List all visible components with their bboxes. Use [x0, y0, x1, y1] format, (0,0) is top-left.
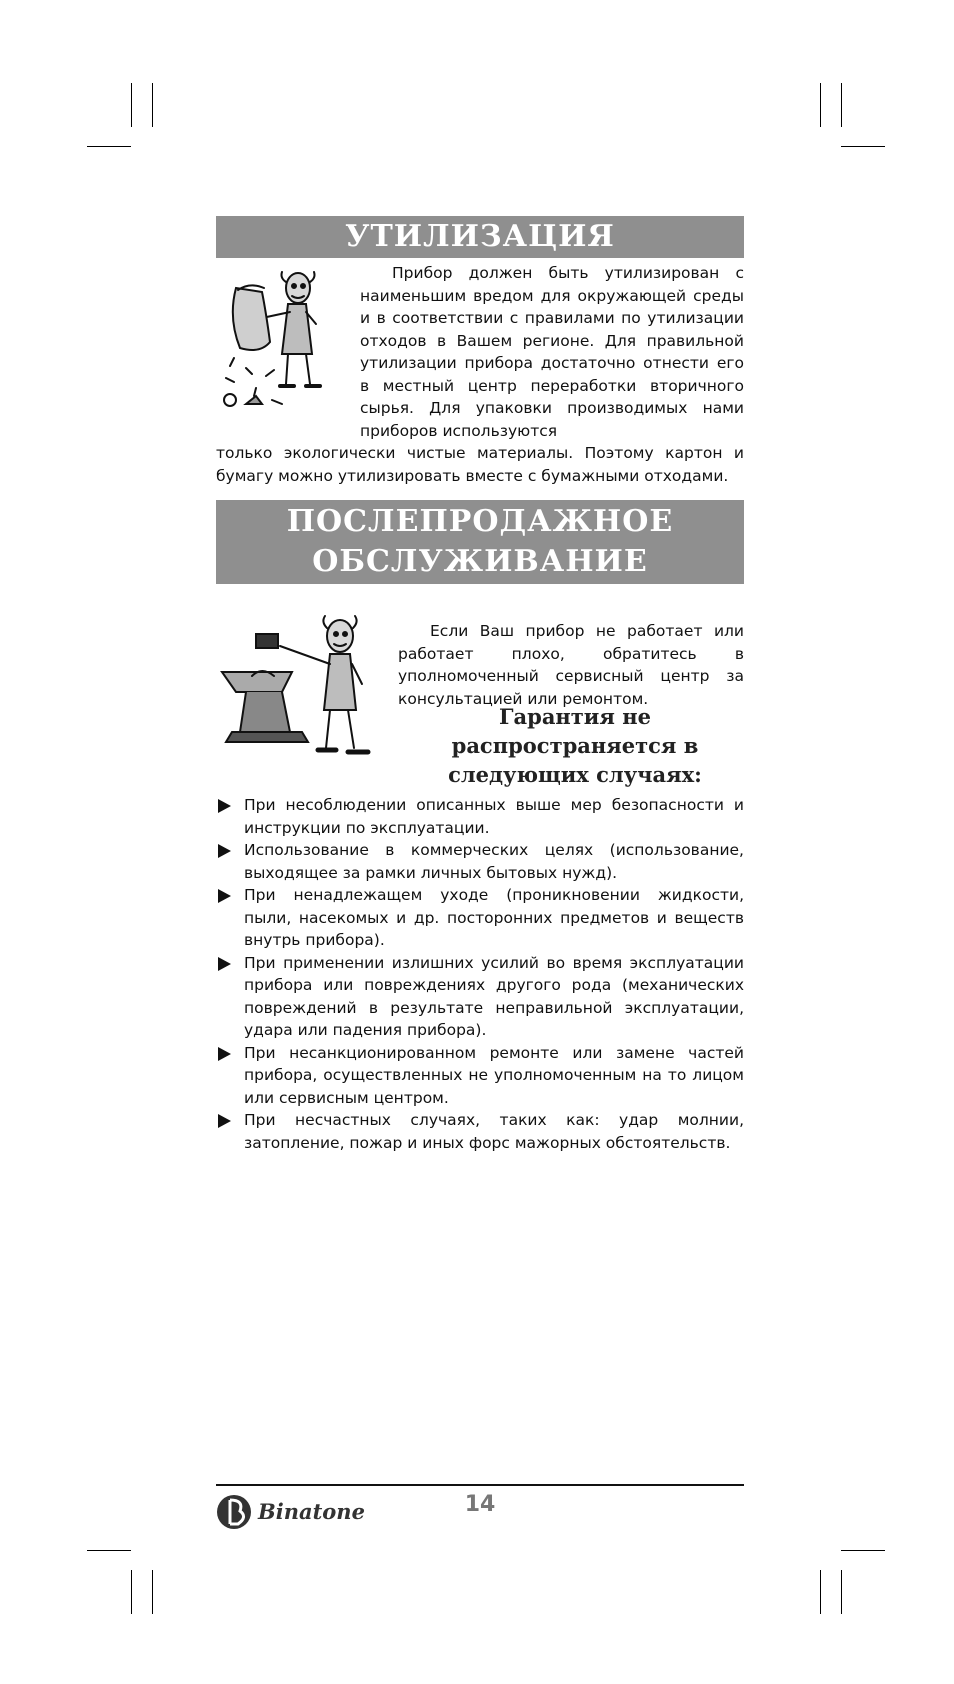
crop-mark	[841, 1570, 842, 1614]
triangle-bullet-icon	[218, 957, 231, 971]
list-item: При применении излишних усилий во время эксплуатации прибора или повреждениях другого рода (механических повреждений в результате неправильной эксплуатации, удара или падения прибора).	[216, 952, 744, 1042]
footer-rule	[216, 1484, 744, 1486]
triangle-bullet-icon	[218, 889, 231, 903]
triangle-bullet-icon	[218, 844, 231, 858]
crop-mark	[131, 1570, 132, 1614]
binatone-logo-icon	[216, 1494, 252, 1530]
repair-illustration-icon	[216, 612, 388, 784]
brand-logo	[216, 1494, 366, 1530]
list-item: При несчастных случаях, таких как: удар молнии, затопление, пожар и иных форс мажорных обстоятельств.	[216, 1109, 744, 1154]
list-item: При ненадлежащем уходе (проникновении жидкости, пыли, насекомых и др. посторонних предметов и веществ внутрь прибора).	[216, 884, 744, 952]
list-item: При несанкционированном ремонте или замене частей прибора, осуществленных не уполномоченным на то лицом или сервисным центром.	[216, 1042, 744, 1110]
brand-name: Binatone	[258, 1499, 365, 1524]
page-number: 14	[464, 1492, 496, 1517]
crop-mark	[152, 83, 153, 127]
triangle-bullet-icon	[218, 1047, 231, 1061]
list-item: При несоблюдении описанных выше мер безопасности и инструкции по эксплуатации.	[216, 794, 744, 839]
crop-mark	[87, 146, 131, 147]
disposal-illustration-icon	[216, 268, 352, 426]
disposal-paragraph: Прибор должен быть утилизирован с наименьшим вредом для окружающей среды и в соответствии с правилами по утилизации отходов в Вашем регионе. Для правильной утилизации прибора достаточно отнести его в местный центр переработки вторичного сырья. Для упаковки производимых нами приборов используются	[360, 264, 744, 440]
crop-mark	[820, 83, 821, 127]
crop-mark	[87, 1550, 131, 1551]
crop-mark	[820, 1570, 821, 1614]
triangle-bullet-icon	[218, 799, 231, 813]
crop-mark	[841, 1550, 885, 1551]
after-sales-intro: Если Ваш прибор не работает или работает плохо, обратитесь в уполномоченный сервисный центр за консультацией или ремонтом.	[398, 622, 744, 708]
warranty-exclusions-heading: Гарантия не распространяется в следующих случаях:	[448, 704, 702, 787]
warranty-exclusions-list	[216, 794, 744, 1154]
crop-mark	[131, 83, 132, 127]
crop-mark	[841, 83, 842, 127]
section-title-after-sales-service: ПОСЛЕПРОДАЖНОЕ ОБСЛУЖИВАНИЕ	[216, 500, 744, 584]
section-title-disposal: УТИЛИЗАЦИЯ	[216, 216, 744, 258]
disposal-paragraph-continued: только экологически чистые материалы. Поэтому картон и бумагу можно утилизировать вместе с бумажными отходами.	[216, 444, 744, 485]
crop-mark	[152, 1570, 153, 1614]
list-item: Использование в коммерческих целях (использование, выходящее за рамки личных бытовых нужд).	[216, 839, 744, 884]
crop-mark	[841, 146, 885, 147]
triangle-bullet-icon	[218, 1114, 231, 1128]
